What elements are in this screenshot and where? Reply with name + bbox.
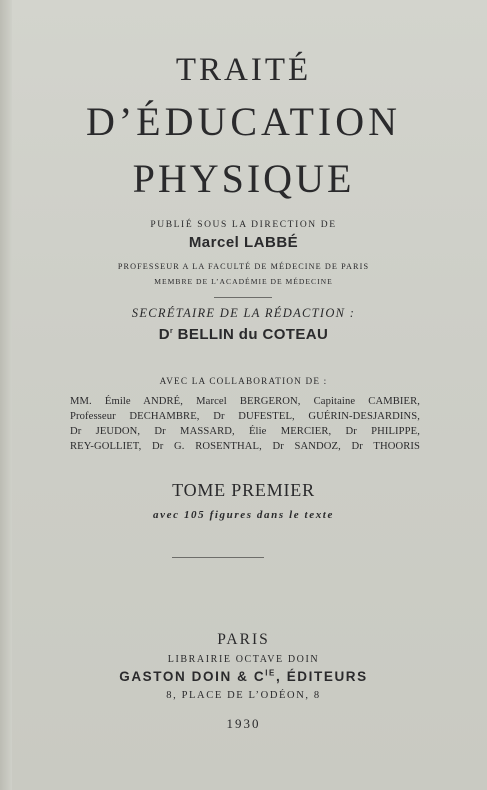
redaction-label: SECRÉTAIRE DE LA RÉDACTION : (131, 306, 356, 320)
imprint-year: 1930 (226, 716, 261, 731)
imprint-city: PARIS (217, 631, 270, 648)
secretary-surname: BELLIN du COTEAU (173, 326, 329, 343)
collaboration-intro: AVEC LA COLLABORATION DE : (159, 376, 328, 386)
secretary-prefix-sup: r (169, 328, 174, 335)
title-line-3: PHYSIQUE (132, 156, 355, 201)
director-membership: MEMBRE DE L’ACADÉMIE DE MÉDECINE (154, 277, 333, 286)
publisher-role: , ÉDITEURS (276, 669, 368, 684)
collaborators-list (70, 394, 420, 454)
collaborators-line: Professeur DECHAMBRE, Dr DUFESTEL, GUÉRIN-DESJARDINS, (70, 411, 420, 422)
divider-rule (214, 297, 272, 298)
ornament-rule (172, 557, 264, 558)
imprint-publisher (0, 669, 487, 684)
title-line-1: TRAITÉ (175, 52, 312, 88)
director-name: Marcel LABBÉ (188, 234, 299, 251)
secretary-prefix: D (158, 326, 170, 343)
collaborators-line: MM. Émile ANDRÉ, Marcel BERGERON, Capitaine CAMBIER, (70, 396, 420, 407)
collaborators-line: Dr JEUDON, Dr MASSARD, Élie MERCIER, Dr PHILIPPE, (70, 426, 420, 437)
volume-figures: avec 105 figures dans le texte (153, 509, 334, 521)
imprint-library: LIBRAIRIE OCTAVE DOIN (167, 654, 320, 665)
publisher-sup: IE (265, 668, 276, 678)
direction-intro: PUBLIÉ SOUS LA DIRECTION DE (150, 220, 337, 230)
volume-title: TOME PREMIER (172, 480, 315, 500)
imprint-address: 8, PLACE DE L’ODÉON, 8 (166, 690, 321, 701)
director-affiliation: PROFESSEUR A LA FACULTÉ DE MÉDECINE DE PARIS (117, 262, 370, 271)
collaborators-line: REY-GOLLIET, Dr G. ROSENTHAL, Dr SANDOZ, Dr THOORIS (70, 441, 420, 452)
publisher-name: GASTON DOIN & C (119, 669, 266, 684)
secretary-name (0, 326, 487, 343)
title-line-2: D’ÉDUCATION (85, 99, 402, 144)
